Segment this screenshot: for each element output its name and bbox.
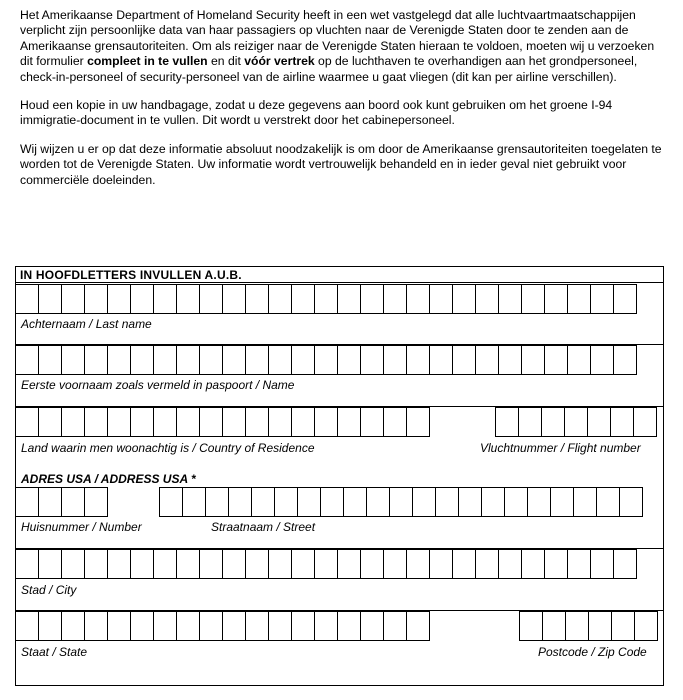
character-box[interactable] bbox=[610, 407, 634, 437]
character-box[interactable] bbox=[634, 611, 658, 641]
character-box[interactable] bbox=[389, 487, 413, 517]
character-box[interactable] bbox=[176, 284, 200, 314]
character-box[interactable] bbox=[544, 549, 568, 579]
character-box[interactable] bbox=[567, 345, 591, 375]
character-box[interactable] bbox=[245, 345, 269, 375]
character-box[interactable] bbox=[519, 611, 543, 641]
character-box[interactable] bbox=[199, 549, 223, 579]
character-box[interactable] bbox=[15, 549, 39, 579]
character-box[interactable] bbox=[245, 407, 269, 437]
character-box[interactable] bbox=[130, 284, 154, 314]
emphasis-complete: compleet in te vullen bbox=[87, 54, 208, 69]
character-box[interactable] bbox=[320, 487, 344, 517]
character-box[interactable] bbox=[314, 611, 338, 641]
character-box[interactable] bbox=[435, 487, 459, 517]
house-number-label: Huisnummer / Number bbox=[21, 520, 142, 534]
character-box[interactable] bbox=[360, 345, 384, 375]
character-box[interactable] bbox=[544, 284, 568, 314]
zip-code-label: Postcode / Zip Code bbox=[538, 645, 647, 659]
character-box[interactable] bbox=[274, 487, 298, 517]
character-box[interactable] bbox=[15, 284, 39, 314]
character-box[interactable] bbox=[205, 487, 229, 517]
character-box[interactable] bbox=[222, 284, 246, 314]
character-box[interactable] bbox=[107, 345, 131, 375]
character-box[interactable] bbox=[613, 549, 637, 579]
character-box[interactable] bbox=[291, 284, 315, 314]
passenger-form bbox=[15, 266, 664, 686]
character-box[interactable] bbox=[521, 284, 545, 314]
form-title: IN HOOFDLETTERS INVULLEN A.U.B. bbox=[20, 268, 242, 282]
character-box[interactable] bbox=[337, 549, 361, 579]
character-box[interactable] bbox=[429, 284, 453, 314]
character-box[interactable] bbox=[15, 611, 39, 641]
zip-code-boxes[interactable] bbox=[520, 611, 658, 641]
character-box[interactable] bbox=[314, 407, 338, 437]
character-box[interactable] bbox=[130, 549, 154, 579]
city-boxes[interactable] bbox=[16, 549, 637, 579]
character-box[interactable] bbox=[590, 549, 614, 579]
character-box[interactable] bbox=[383, 611, 407, 641]
character-box[interactable] bbox=[542, 611, 566, 641]
character-box[interactable] bbox=[366, 487, 390, 517]
character-box[interactable] bbox=[291, 611, 315, 641]
character-box[interactable] bbox=[521, 549, 545, 579]
character-box[interactable] bbox=[153, 345, 177, 375]
character-box[interactable] bbox=[199, 345, 223, 375]
character-box[interactable] bbox=[412, 487, 436, 517]
character-box[interactable] bbox=[314, 284, 338, 314]
character-box[interactable] bbox=[383, 284, 407, 314]
character-box[interactable] bbox=[297, 487, 321, 517]
character-box[interactable] bbox=[567, 284, 591, 314]
character-box[interactable] bbox=[587, 407, 611, 437]
character-box[interactable] bbox=[611, 611, 635, 641]
character-box[interactable] bbox=[613, 284, 637, 314]
character-box[interactable] bbox=[199, 407, 223, 437]
character-box[interactable] bbox=[61, 284, 85, 314]
character-box[interactable] bbox=[38, 407, 62, 437]
character-box[interactable] bbox=[360, 284, 384, 314]
character-box[interactable] bbox=[199, 611, 223, 641]
address-heading: ADRES USA / ADDRESS USA * bbox=[21, 472, 196, 486]
character-box[interactable] bbox=[518, 407, 542, 437]
character-box[interactable] bbox=[573, 487, 597, 517]
character-box[interactable] bbox=[452, 549, 476, 579]
character-box[interactable] bbox=[475, 284, 499, 314]
character-box[interactable] bbox=[245, 611, 269, 641]
character-box[interactable] bbox=[521, 345, 545, 375]
character-box[interactable] bbox=[153, 611, 177, 641]
character-box[interactable] bbox=[61, 611, 85, 641]
character-box[interactable] bbox=[61, 407, 85, 437]
flight-number-label: Vluchtnummer / Flight number bbox=[480, 441, 641, 455]
character-box[interactable] bbox=[268, 549, 292, 579]
character-box[interactable] bbox=[360, 407, 384, 437]
character-box[interactable] bbox=[337, 611, 361, 641]
character-box[interactable] bbox=[406, 549, 430, 579]
character-box[interactable] bbox=[498, 549, 522, 579]
emphasis-before-departure: vóór vertrek bbox=[244, 54, 315, 69]
character-box[interactable] bbox=[84, 407, 108, 437]
character-box[interactable] bbox=[383, 345, 407, 375]
character-box[interactable] bbox=[268, 611, 292, 641]
character-box[interactable] bbox=[107, 284, 131, 314]
character-box[interactable] bbox=[337, 345, 361, 375]
house-number-boxes[interactable] bbox=[16, 487, 108, 517]
character-box[interactable] bbox=[61, 549, 85, 579]
character-box[interactable] bbox=[84, 487, 108, 517]
character-box[interactable] bbox=[153, 284, 177, 314]
character-box[interactable] bbox=[84, 284, 108, 314]
character-box[interactable] bbox=[590, 284, 614, 314]
character-box[interactable] bbox=[38, 549, 62, 579]
character-box[interactable] bbox=[84, 345, 108, 375]
character-box[interactable] bbox=[153, 549, 177, 579]
character-box[interactable] bbox=[429, 549, 453, 579]
character-box[interactable] bbox=[182, 487, 206, 517]
character-box[interactable] bbox=[406, 407, 430, 437]
character-box[interactable] bbox=[406, 284, 430, 314]
character-box[interactable] bbox=[429, 345, 453, 375]
character-box[interactable] bbox=[15, 407, 39, 437]
character-box[interactable] bbox=[291, 549, 315, 579]
character-box[interactable] bbox=[38, 487, 62, 517]
character-box[interactable] bbox=[222, 611, 246, 641]
character-box[interactable] bbox=[291, 345, 315, 375]
character-box[interactable] bbox=[222, 407, 246, 437]
character-box[interactable] bbox=[314, 549, 338, 579]
first-name-label: Eerste voornaam zoals vermeld in paspoort / Name bbox=[21, 378, 295, 392]
character-box[interactable] bbox=[527, 487, 551, 517]
character-box[interactable] bbox=[452, 345, 476, 375]
character-box[interactable] bbox=[337, 407, 361, 437]
state-label: Staat / State bbox=[21, 645, 88, 659]
character-box[interactable] bbox=[228, 487, 252, 517]
character-box[interactable] bbox=[176, 407, 200, 437]
character-box[interactable] bbox=[15, 345, 39, 375]
last-name-boxes[interactable] bbox=[16, 284, 637, 314]
character-box[interactable] bbox=[107, 549, 131, 579]
character-box[interactable] bbox=[176, 345, 200, 375]
last-name-label: Achternaam / Last name bbox=[21, 317, 152, 331]
character-box[interactable] bbox=[15, 487, 39, 517]
character-box[interactable] bbox=[337, 284, 361, 314]
character-box[interactable] bbox=[268, 345, 292, 375]
character-box[interactable] bbox=[38, 345, 62, 375]
character-box[interactable] bbox=[360, 611, 384, 641]
city-label: Stad / City bbox=[21, 583, 77, 597]
character-box[interactable] bbox=[406, 345, 430, 375]
character-box[interactable] bbox=[159, 487, 183, 517]
intro-paragraph-1: Het Amerikaanse Department of Homeland Security heeft in een wet vastgelegd dat alle luchtvaartmaatschappijen verplicht zijn persoonlijke data van haar passagiers op vluchten naar de Verenigde Staten door te zenden aan de Amerikaanse grensautoriteiten. Om als reiziger naar de Verenigde Staten hieraan te voldoen, moeten wij u verzoeken dit formulier compleet in te vullen en dit vóór vertrek op de luchthaven te overhandigen aan het grondpersoneel, check-in-personeel of security-personeel van de airline waarmee u gaat vliegen (dit kan per airline verschillen). bbox=[20, 8, 655, 84]
character-box[interactable] bbox=[251, 487, 275, 517]
character-box[interactable] bbox=[360, 549, 384, 579]
character-box[interactable] bbox=[222, 549, 246, 579]
character-box[interactable] bbox=[619, 487, 643, 517]
character-box[interactable] bbox=[498, 284, 522, 314]
character-box[interactable] bbox=[544, 345, 568, 375]
character-box[interactable] bbox=[314, 345, 338, 375]
character-box[interactable] bbox=[550, 487, 574, 517]
character-box[interactable] bbox=[268, 284, 292, 314]
character-box[interactable] bbox=[458, 487, 482, 517]
character-box[interactable] bbox=[84, 549, 108, 579]
character-box[interactable] bbox=[406, 611, 430, 641]
character-box[interactable] bbox=[633, 407, 657, 437]
character-box[interactable] bbox=[613, 345, 637, 375]
character-box[interactable] bbox=[452, 284, 476, 314]
character-box[interactable] bbox=[475, 345, 499, 375]
country-label: Land waarin men woonachtig is / Country of Residence bbox=[21, 441, 315, 455]
intro-paragraph-3: Wij wijzen u er op dat deze informatie absoluut noodzakelijk is om door de Amerikaanse grensautoriteiten toegelaten te worden tot de Verenigde Staten. Uw informatie wordt vertrouwelijk behandeld en in ieder geval niet gebruikt voor commerciële doeleinden. bbox=[20, 141, 662, 187]
country-boxes[interactable] bbox=[16, 407, 430, 437]
character-box[interactable] bbox=[567, 549, 591, 579]
character-box[interactable] bbox=[130, 611, 154, 641]
character-box[interactable] bbox=[383, 407, 407, 437]
character-box[interactable] bbox=[38, 284, 62, 314]
character-box[interactable] bbox=[343, 487, 367, 517]
character-box[interactable] bbox=[199, 284, 223, 314]
character-box[interactable] bbox=[588, 611, 612, 641]
character-box[interactable] bbox=[176, 611, 200, 641]
character-box[interactable] bbox=[291, 407, 315, 437]
character-box[interactable] bbox=[541, 407, 565, 437]
character-box[interactable] bbox=[61, 487, 85, 517]
first-name-boxes[interactable] bbox=[16, 345, 637, 375]
divider bbox=[16, 282, 663, 283]
character-box[interactable] bbox=[245, 284, 269, 314]
character-box[interactable] bbox=[176, 549, 200, 579]
character-box[interactable] bbox=[565, 611, 589, 641]
character-box[interactable] bbox=[107, 407, 131, 437]
character-box[interactable] bbox=[564, 407, 588, 437]
flight-number-boxes[interactable] bbox=[496, 407, 657, 437]
character-box[interactable] bbox=[475, 549, 499, 579]
street-boxes[interactable] bbox=[160, 487, 643, 517]
character-box[interactable] bbox=[596, 487, 620, 517]
character-box[interactable] bbox=[107, 611, 131, 641]
character-box[interactable] bbox=[84, 611, 108, 641]
character-box[interactable] bbox=[268, 407, 292, 437]
character-box[interactable] bbox=[38, 611, 62, 641]
character-box[interactable] bbox=[504, 487, 528, 517]
character-box[interactable] bbox=[481, 487, 505, 517]
character-box[interactable] bbox=[495, 407, 519, 437]
character-box[interactable] bbox=[61, 345, 85, 375]
character-box[interactable] bbox=[590, 345, 614, 375]
character-box[interactable] bbox=[222, 345, 246, 375]
character-box[interactable] bbox=[130, 407, 154, 437]
character-box[interactable] bbox=[383, 549, 407, 579]
character-box[interactable] bbox=[245, 549, 269, 579]
character-box[interactable] bbox=[498, 345, 522, 375]
street-label: Straatnaam / Street bbox=[211, 520, 316, 534]
intro-paragraph-2: Houd een kopie in uw handbagage, zodat u deze gegevens aan boord ook kunt gebruiken om het groene I-94 immigratie-document in te vullen. Dit wordt u verstrekt door het cabinepersoneel. bbox=[20, 98, 613, 128]
state-boxes[interactable] bbox=[16, 611, 430, 641]
character-box[interactable] bbox=[153, 407, 177, 437]
character-box[interactable] bbox=[130, 345, 154, 375]
intro-text bbox=[20, 8, 670, 201]
